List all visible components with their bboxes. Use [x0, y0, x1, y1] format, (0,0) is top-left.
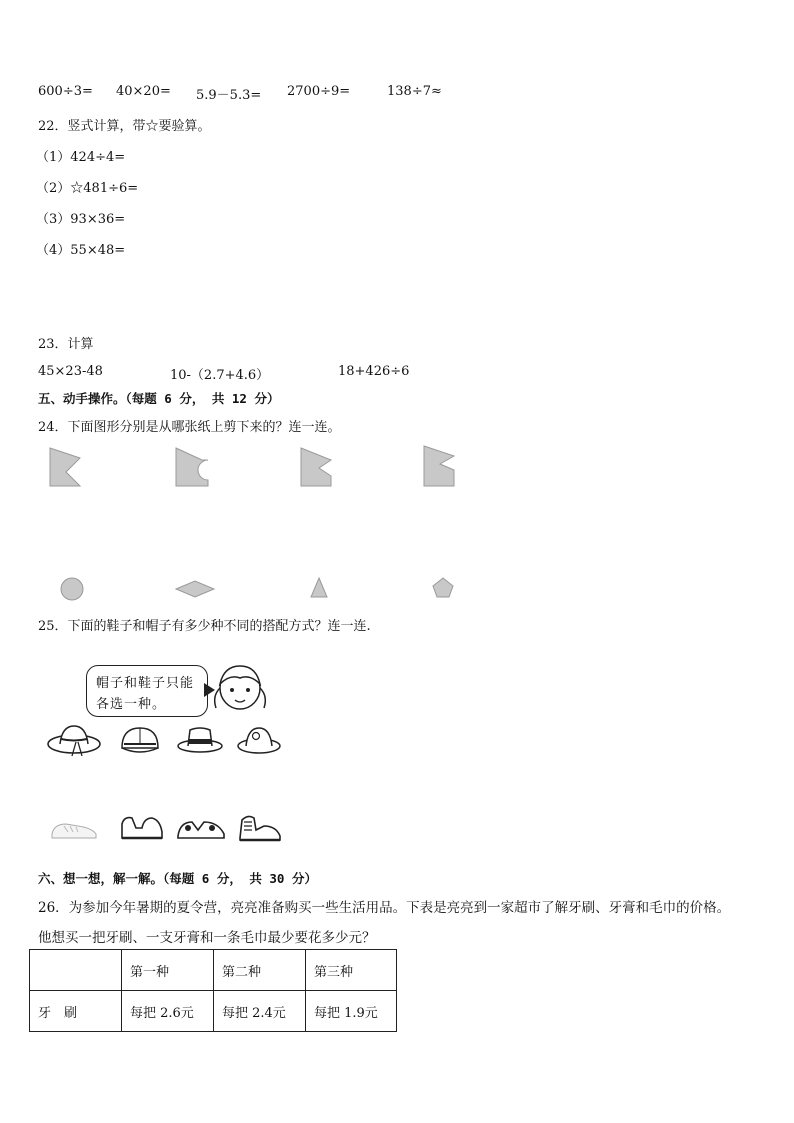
price-table — [29, 949, 397, 1032]
calc-2: 40×20= — [116, 84, 171, 99]
girl-icon — [210, 660, 270, 716]
q26-line-2: 他想买一把牙刷、一支牙膏和一条毛巾最少要花多少元？ — [38, 930, 376, 946]
cleat-icon — [174, 810, 228, 844]
flower-hat-icon — [236, 722, 282, 756]
section5-heading: 五、动手操作。（每题 6 分， 共 12 分） — [38, 391, 280, 406]
table-header-cell: 第一种 — [122, 950, 214, 991]
q23-item-1: 45×23-48 — [38, 364, 103, 379]
cap-icon — [116, 722, 162, 758]
cut-paper-square-notch-icon — [297, 444, 337, 490]
calc-5: 138÷7≈ — [387, 84, 442, 99]
q22-item-3: （3）93×36= — [36, 212, 126, 227]
circle-piece-icon — [58, 575, 86, 603]
hiking-boot-icon — [234, 808, 284, 844]
sun-hat-icon — [46, 722, 102, 758]
q25-title: 25．下面的鞋子和帽子有多少种不同的搭配方式？连一连. — [38, 619, 371, 634]
table-cell: 每把 2.6元 — [122, 991, 214, 1032]
q22-item-1: （1）424÷4= — [36, 150, 126, 165]
q22-title: 22．竖式计算，带☆要验算。 — [38, 119, 211, 134]
section6-heading: 六、想一想，解一解。（每题 6 分， 共 30 分） — [38, 871, 317, 886]
boot-icon — [116, 808, 168, 844]
pentagon-piece-icon — [430, 575, 456, 601]
q23-item-3: 18+426÷6 — [338, 364, 410, 379]
speech-line-1: 帽子和鞋子只能 — [96, 676, 195, 691]
calc-1: 600÷3= — [38, 84, 93, 99]
calc-4: 2700÷9= — [287, 84, 351, 99]
table-header-cell: 第三种 — [306, 950, 397, 991]
q23-title: 23．计算 — [38, 337, 94, 352]
q23-item-2: 10-（2.7+4.6） — [170, 368, 270, 383]
q26-line-1: 26．为参加今年暑期的夏令营，亮亮准备购买一些生活用品。下表是亮亮到一家超市了解牙刷、牙膏和毛巾的价格。 — [38, 900, 731, 916]
calc-3: 5.9－5.3= — [196, 88, 262, 103]
q22-item-4: （4）55×48= — [36, 243, 126, 258]
sneaker-icon — [48, 816, 100, 844]
table-row — [30, 991, 397, 1032]
q22-item-2: （2）☆481÷6= — [36, 181, 139, 196]
q24-title: 24．下面图形分别是从哪张纸上剪下来的？连一连。 — [38, 420, 341, 435]
table-cell: 每把 1.9元 — [306, 991, 397, 1032]
table-header-row — [30, 950, 397, 991]
table-cell: 每把 2.4元 — [214, 991, 306, 1032]
table-header-cell — [30, 950, 122, 991]
rhombus-piece-icon — [174, 578, 216, 600]
table-cell: 牙 刷 — [30, 991, 122, 1032]
cut-paper-triangle-notch-icon — [46, 444, 84, 490]
fedora-icon — [176, 722, 224, 756]
speech-line-2: 各选一种。 — [96, 697, 167, 712]
triangle-piece-icon — [308, 575, 330, 601]
cut-paper-circle-notch-icon — [172, 444, 212, 490]
cut-paper-pentagon-notch-icon — [420, 442, 460, 490]
table-header-cell: 第二种 — [214, 950, 306, 991]
